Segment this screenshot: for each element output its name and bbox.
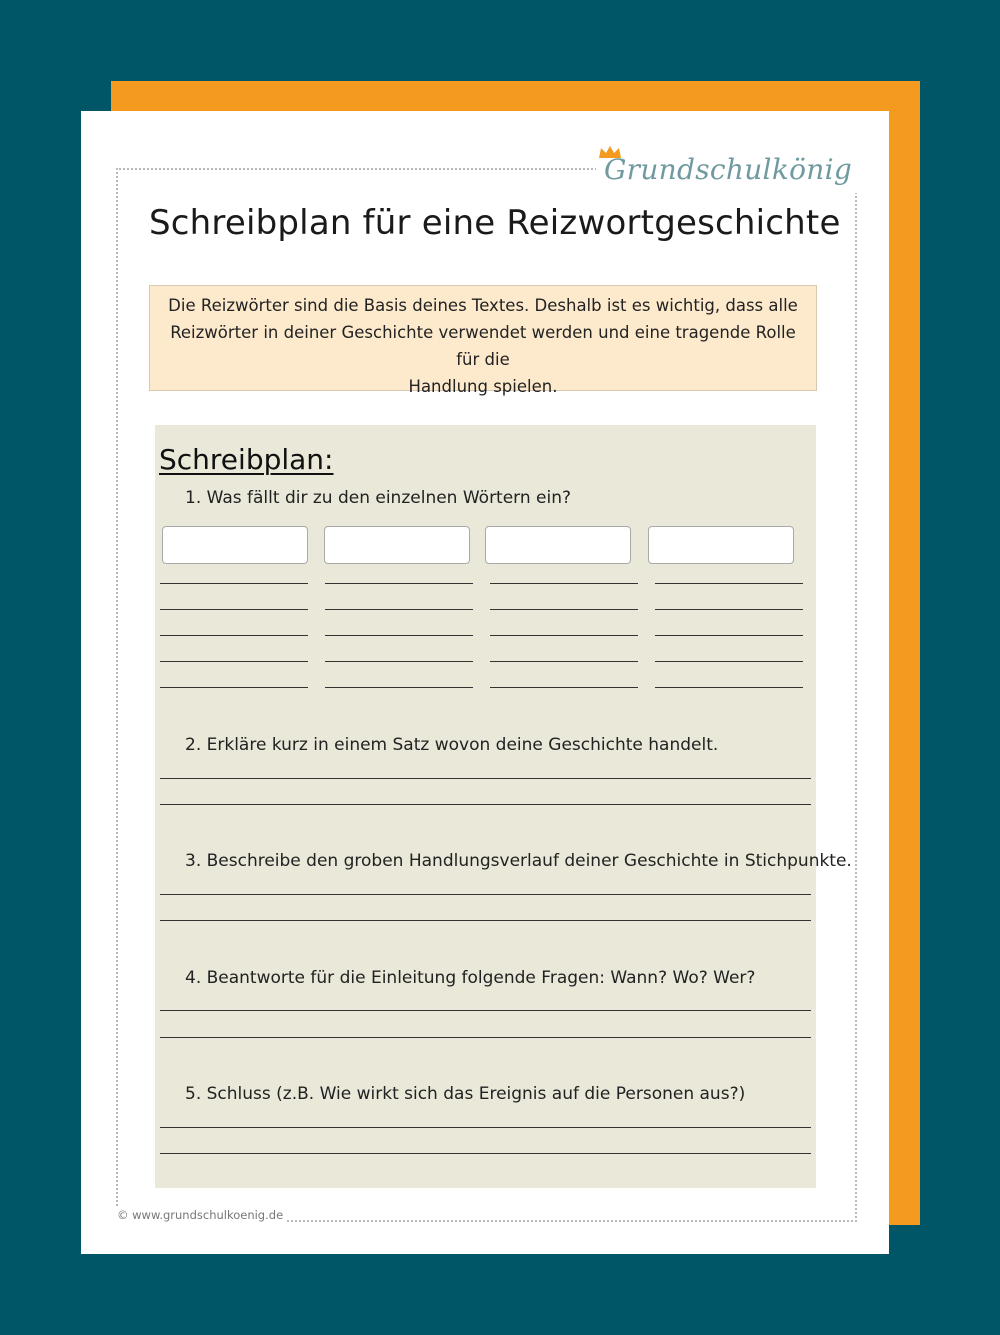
answer-line[interactable]: [160, 804, 811, 805]
info-line: Handlung spielen.: [408, 377, 558, 396]
reizwort-writing-line[interactable]: [490, 635, 638, 636]
reizwort-writing-line[interactable]: [325, 583, 473, 584]
reizwort-writing-line[interactable]: [655, 687, 803, 688]
brand-name: Grundschulkönig: [604, 153, 853, 186]
answer-line[interactable]: [160, 920, 811, 921]
question-5: 5. Schluss (z.B. Wie wirkt sich das Ereignis auf die Personen aus?): [185, 1084, 746, 1104]
reizwort-box-4[interactable]: [648, 526, 794, 564]
worksheet-page: [81, 111, 889, 1254]
reizwort-writing-line[interactable]: [160, 635, 308, 636]
reizwort-writing-line[interactable]: [655, 609, 803, 610]
reizwort-writing-line[interactable]: [160, 661, 308, 662]
answer-line[interactable]: [160, 778, 811, 779]
reizwort-box-1[interactable]: [162, 526, 308, 564]
reizwort-writing-line[interactable]: [160, 609, 308, 610]
answer-line[interactable]: [160, 1153, 811, 1154]
reizwort-box-3[interactable]: [485, 526, 631, 564]
question-1: 1. Was fällt dir zu den einzelnen Wörtern ein?: [185, 488, 572, 508]
info-line: Die Reizwörter sind die Basis deines Textes. Deshalb ist es wichtig, dass alle: [168, 296, 798, 315]
reizwort-writing-line[interactable]: [490, 687, 638, 688]
copyright-note: © www.grundschulkoenig.de: [113, 1208, 287, 1222]
info-line: Reizwörter in deiner Geschichte verwendet werden und eine tragende Rolle für die: [170, 323, 796, 369]
reizwort-writing-line[interactable]: [160, 583, 308, 584]
worksheet-title: Schreibplan für eine Reizwortgeschichte: [149, 203, 841, 243]
question-3: 3. Beschreibe den groben Handlungsverlauf deiner Geschichte in Stichpunkte.: [185, 851, 852, 871]
brand-logo: [596, 145, 866, 193]
reizwort-writing-line[interactable]: [325, 661, 473, 662]
reizwort-writing-line[interactable]: [160, 687, 308, 688]
reizwort-writing-line[interactable]: [490, 609, 638, 610]
answer-line[interactable]: [160, 894, 811, 895]
reizwort-writing-line[interactable]: [655, 583, 803, 584]
answer-line[interactable]: [160, 1037, 811, 1038]
reizwort-writing-line[interactable]: [490, 583, 638, 584]
reizwort-writing-line[interactable]: [325, 635, 473, 636]
question-4: 4. Beantworte für die Einleitung folgende Fragen: Wann? Wo? Wer?: [185, 968, 756, 988]
answer-line[interactable]: [160, 1127, 811, 1128]
question-2: 2. Erkläre kurz in einem Satz wovon deine Geschichte handelt.: [185, 735, 719, 755]
answer-line[interactable]: [160, 1010, 811, 1011]
schreibplan-panel: [155, 425, 852, 1188]
reizwort-writing-line[interactable]: [325, 609, 473, 610]
info-box: [149, 285, 817, 396]
reizwort-box-2[interactable]: [324, 526, 470, 564]
reizwort-writing-line[interactable]: [655, 635, 803, 636]
reizwort-writing-line[interactable]: [490, 661, 638, 662]
reizwort-writing-line[interactable]: [655, 661, 803, 662]
plan-heading: Schreibplan:: [159, 443, 334, 476]
reizwort-writing-line[interactable]: [325, 687, 473, 688]
